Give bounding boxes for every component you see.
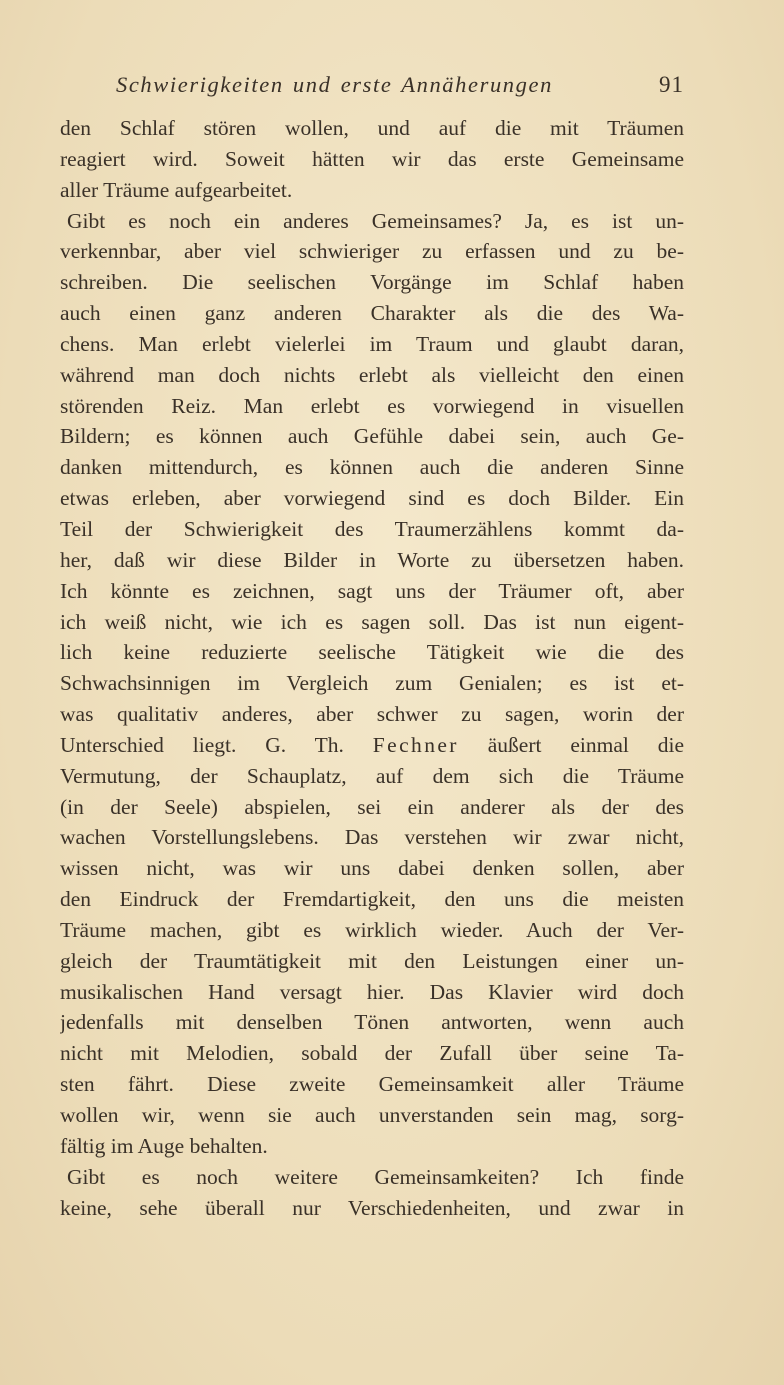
- text-line: störenden Reiz. Man erlebt es vorwiegend in visuellen: [60, 393, 684, 418]
- text-line: Träume machen, gibt es wirklich wieder. Auch der Ver-: [60, 917, 684, 942]
- text-line: wollen wir, wenn sie auch unverstanden sein mag, sorg-: [60, 1103, 684, 1127]
- running-head-title: Schwierigkeiten und erste Annäherungen: [116, 72, 553, 97]
- text-line: her, daß wir diese Bilder in Worte zu übersetzen haben.: [60, 547, 684, 572]
- text-line: auch einen ganz anderen Charakter als die des Wa-: [60, 301, 684, 326]
- text-line: etwas erleben, aber vorwiegend sind es doch Bilder. Ein: [60, 486, 684, 511]
- text-line: jedenfalls mit denselben Tönen antworten, wenn auch: [60, 1010, 684, 1035]
- text-line: reagiert wird. Soweit hätten wir das erste Gemeinsame: [60, 146, 684, 171]
- text-line: keine, sehe überall nur Verschiedenheiten, und zwar in: [60, 1195, 684, 1220]
- running-head: [60, 72, 684, 102]
- text-line: gleich der Traumtätigkeit mit den Leistungen einer un-: [60, 948, 684, 973]
- text-line: den Schlaf stören wollen, und auf die mit Träumen: [60, 116, 684, 140]
- text-line: Gibt es noch ein anderes Gemeinsames? Ja, es ist un-: [67, 208, 684, 233]
- text-line: danken mittendurch, es können auch die anderen Sinne: [60, 455, 684, 480]
- text-line: nicht mit Melodien, sobald der Zufall über seine Ta-: [60, 1041, 684, 1066]
- text-line: Schwachsinnigen im Vergleich zum Genialen; es ist et-: [60, 671, 684, 696]
- text-line: Vermutung, der Schauplatz, auf dem sich die Träume: [60, 763, 684, 788]
- text-line: (in der Seele) abspielen, sei ein anderer als der des: [60, 794, 684, 819]
- text-line: was qualitativ anderes, aber schwer zu sagen, worin der: [60, 702, 684, 727]
- text-line: aller Träume aufgearbeitet.: [60, 177, 293, 202]
- text-line: wissen nicht, was wir uns dabei denken sollen, aber: [60, 856, 684, 881]
- text-line: verkennbar, aber viel schwieriger zu erfassen und zu be-: [60, 239, 684, 264]
- text-line: schreiben. Die seelischen Vorgänge im Schlaf haben: [60, 270, 684, 295]
- text-line: Teil der Schwierigkeit des Traumerzählens kommt da-: [60, 516, 684, 541]
- text-line: Unterschied liegt. G. Th. Fechner äußert einmal die: [60, 732, 684, 757]
- text-line: musikalischen Hand versagt hier. Das Klavier wird doch: [60, 979, 684, 1004]
- text-line: fältig im Auge behalten.: [60, 1133, 268, 1158]
- text-line: Ich könnte es zeichnen, sagt uns der Träumer oft, aber: [60, 578, 684, 603]
- text-line: lich keine reduzierte seelische Tätigkeit wie die des: [60, 640, 684, 665]
- text-line: ich weiß nicht, wie ich es sagen soll. Das ist nun eigent-: [60, 609, 684, 634]
- text-line: Bildern; es können auch Gefühle dabei sein, auch Ge-: [60, 424, 684, 449]
- text-line: den Eindruck der Fremdartigkeit, den uns die meisten: [60, 887, 684, 912]
- text-line: sten fährt. Diese zweite Gemeinsamkeit aller Träume: [60, 1072, 684, 1097]
- text-line: wachen Vorstellungslebens. Das verstehen wir zwar nicht,: [60, 825, 684, 850]
- body-text: [60, 113, 684, 1223]
- page-number: 91: [659, 72, 684, 97]
- text-line: Gibt es noch weitere Gemeinsamkeiten? Ich finde: [67, 1164, 684, 1189]
- text-line: chens. Man erlebt vielerlei im Traum und glaubt daran,: [60, 331, 684, 356]
- text-line: während man doch nichts erlebt als vielleicht den einen: [60, 362, 684, 387]
